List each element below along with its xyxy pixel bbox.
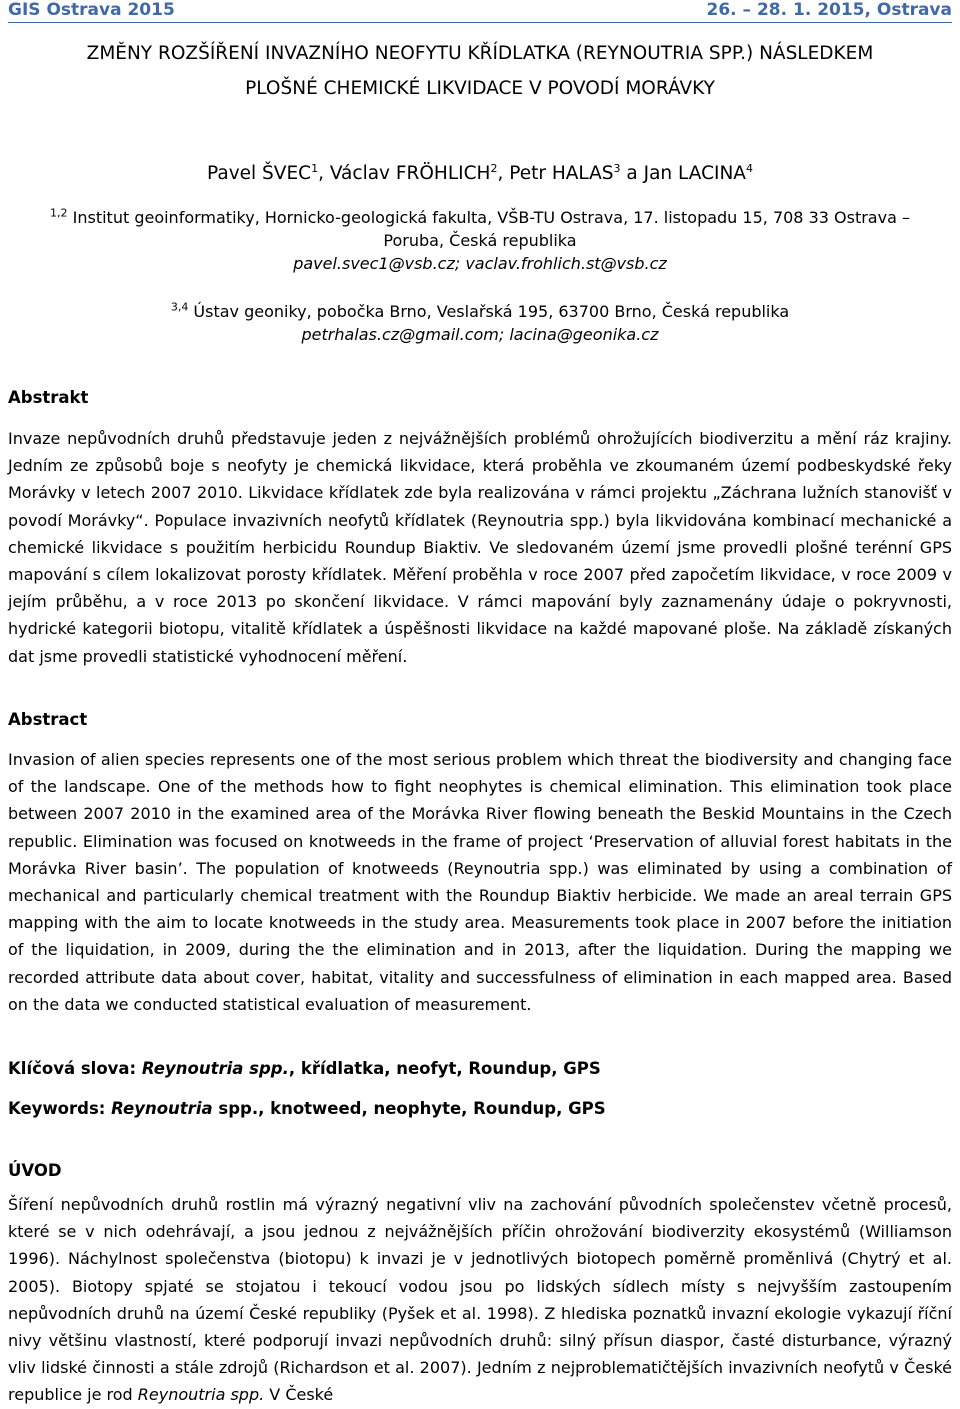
keywords-en-italic: Reynoutria — [111, 1099, 213, 1118]
paper-title — [0, 36, 960, 106]
author-1: Pavel ŠVEC — [207, 163, 312, 184]
author-2-sup: 2 — [490, 161, 498, 175]
uvod-text-tail: V České — [264, 1385, 334, 1405]
uvod-heading: ÚVOD — [8, 1161, 62, 1180]
conference-name: GIS Ostrava 2015 — [8, 0, 175, 20]
affiliation-2-sup: 3,4 — [170, 300, 189, 314]
title-line-2: PLOŠNÉ CHEMICKÉ LIKVIDACE V POVODÍ MORÁVKY — [245, 78, 715, 99]
affiliation-2-text: Ústav geoniky, pobočka Brno, Veslařská 195, 63700 Brno, Česká republika — [188, 302, 790, 321]
header-rule — [8, 22, 952, 23]
author-3: , Petr HALAS — [497, 163, 614, 184]
abstract-heading: Abstract — [8, 710, 88, 729]
affiliation-1 — [0, 206, 960, 275]
uvod-text-italic: Reynoutria spp. — [137, 1385, 265, 1405]
author-2: , Václav FRÖHLICH — [318, 163, 491, 184]
author-list — [0, 163, 960, 184]
abstrakt-text: Invaze nepůvodních druhů představuje jeden z nejvážnějších problémů ohrožujících biodiverzitu a mění ráz krajiny. Jedním ze způsobů boje s neofyty je chemická likvidace, která proběhla ve zkoumaném území podbeskydské řeky Morávky v letech 2007 2010. Likvidace křídlatek zde byla realizována v rámci projektu „Záchrana lužních stanovišť v povodí Morávky“. Populace invazivních neofytů křídlatek (Reynoutria spp.) byla likvidována kombinací mechanické a chemické likvidace s použitím herbicidu Roundup Biaktiv. Ve sledovaném území jsme provedli plošné terénní GPS mapování s cílem lokalizovat porosty křídlatek. Měření proběhla v roce 2007 před započetím likvidace, v roce 2009 v jejím průběhu, a v roce 2013 po skončení likvidace. V rámci mapování byly zaznamenány údaje o pokryvnosti, hydrické kategorii biotopu, vitalitě křídlatek a úspěšnosti likvidace na každé mapované ploše. Na základě získaných dat jsme provedli statistické vyhodnocení měření. — [8, 429, 952, 666]
affiliation-1-sup: 1,2 — [50, 206, 68, 220]
keywords-en-rest: spp., knotweed, neophyte, Roundup, GPS — [212, 1099, 606, 1118]
conference-dates: 26. – 28. 1. 2015, Ostrava — [706, 0, 952, 20]
title-line-1: ZMĚNY ROZŠÍŘENÍ INVAZNÍHO NEOFYTU KŘÍDLATKA (REYNOUTRIA SPP.) NÁSLEDKEM — [86, 43, 874, 64]
affiliation-2 — [0, 300, 960, 346]
affiliation-2-email: petrhalas.cz@gmail.com; lacina@geonika.cz — [301, 325, 659, 344]
keywords-cz — [8, 1059, 601, 1078]
keywords-en-label: Keywords: — [8, 1099, 112, 1118]
author-3-sup: 3 — [613, 161, 621, 175]
author-4-sup: 4 — [745, 161, 753, 175]
keywords-cz-rest: , křídlatka, neofyt, Roundup, GPS — [288, 1059, 601, 1078]
author-1-sup: 1 — [311, 161, 319, 175]
affiliation-1-email: pavel.svec1@vsb.cz; vaclav.frohlich.st@vsb.cz — [293, 254, 667, 273]
abstract-text: Invasion of alien species represents one of the most serious problem which threat the biodiversity and changing face of the landscape. One of the methods how to fight neophytes is chemical elimination. This elimination took place between 2007 2010 in the examined area of the Morávka River flowing beneath the Beskid Mountains in the Czech republic. Elimination was focused on knotweeds in the frame of project ‘Preservation of alluvial forest habitats in the Morávka River basin’. The population of knotweeds (Reynoutria spp.) was eliminated by using a combination of mechanical and particularly chemical treatment with the Roundup Biaktiv herbicide. We made an areal terrain GPS mapping with the aim to locate knotweeds in the study area. Measurements took place in 2007 before the initiation of the liquidation, in 2009, during the the elimination and in 2013, after the liquidation. During the mapping we recorded attribute data about cover, habitat, vitality and successfulness of elimination in each mapped area. Based on the data we conducted statistical evaluation of measurement. — [8, 750, 952, 1014]
affiliation-1-text: Institut geoinformatiky, Hornicko-geologická fakulta, VŠB-TU Ostrava, 17. listopadu 15, 708 33 Ostrava – — [67, 208, 910, 227]
uvod-text-main: Šíření nepůvodních druhů rostlin má výrazný negativní vliv na zachování původních společenstev včetně procesů, které se v nich odehrávají, a jsou jednou z nejvážnějších příčin ohrožování biodiverzity ekosystémů (Williamson 1996). Náchylnost společenstva (biotopu) k invazi je v jednotlivých biotopech poměrně proměnlivá (Chytrý et al. 2005). Biotopy spjaté se stojatou i tekoucí vodou jsou po lidských sídlech místy s nejvyšším zastoupením nepůvodních druhů na území České republiky (Pyšek et al. 1998). Z hlediska poznatků invazní ekologie vykazují říční nivy většinu vlastností, které podporují invazi nepůvodních druhů: silný přísun diaspor, časté disturbance, výrazný vliv lidské činnosti a stále zdrojů (Richardson et al. 2007). Jedním z nejproblematičtějších invazivních neofytů v České republice je rod — [8, 1195, 952, 1405]
running-header — [8, 0, 952, 20]
affiliation-1-text-2: Poruba, Česká republika — [383, 231, 577, 250]
keywords-cz-label: Klíčová slova: — [8, 1059, 142, 1078]
keywords-en — [8, 1099, 606, 1118]
keywords-cz-italic: Reynoutria spp. — [141, 1059, 289, 1078]
uvod-text — [8, 1191, 952, 1409]
author-4: a Jan LACINA — [620, 163, 746, 184]
abstrakt-heading: Abstrakt — [8, 388, 89, 407]
